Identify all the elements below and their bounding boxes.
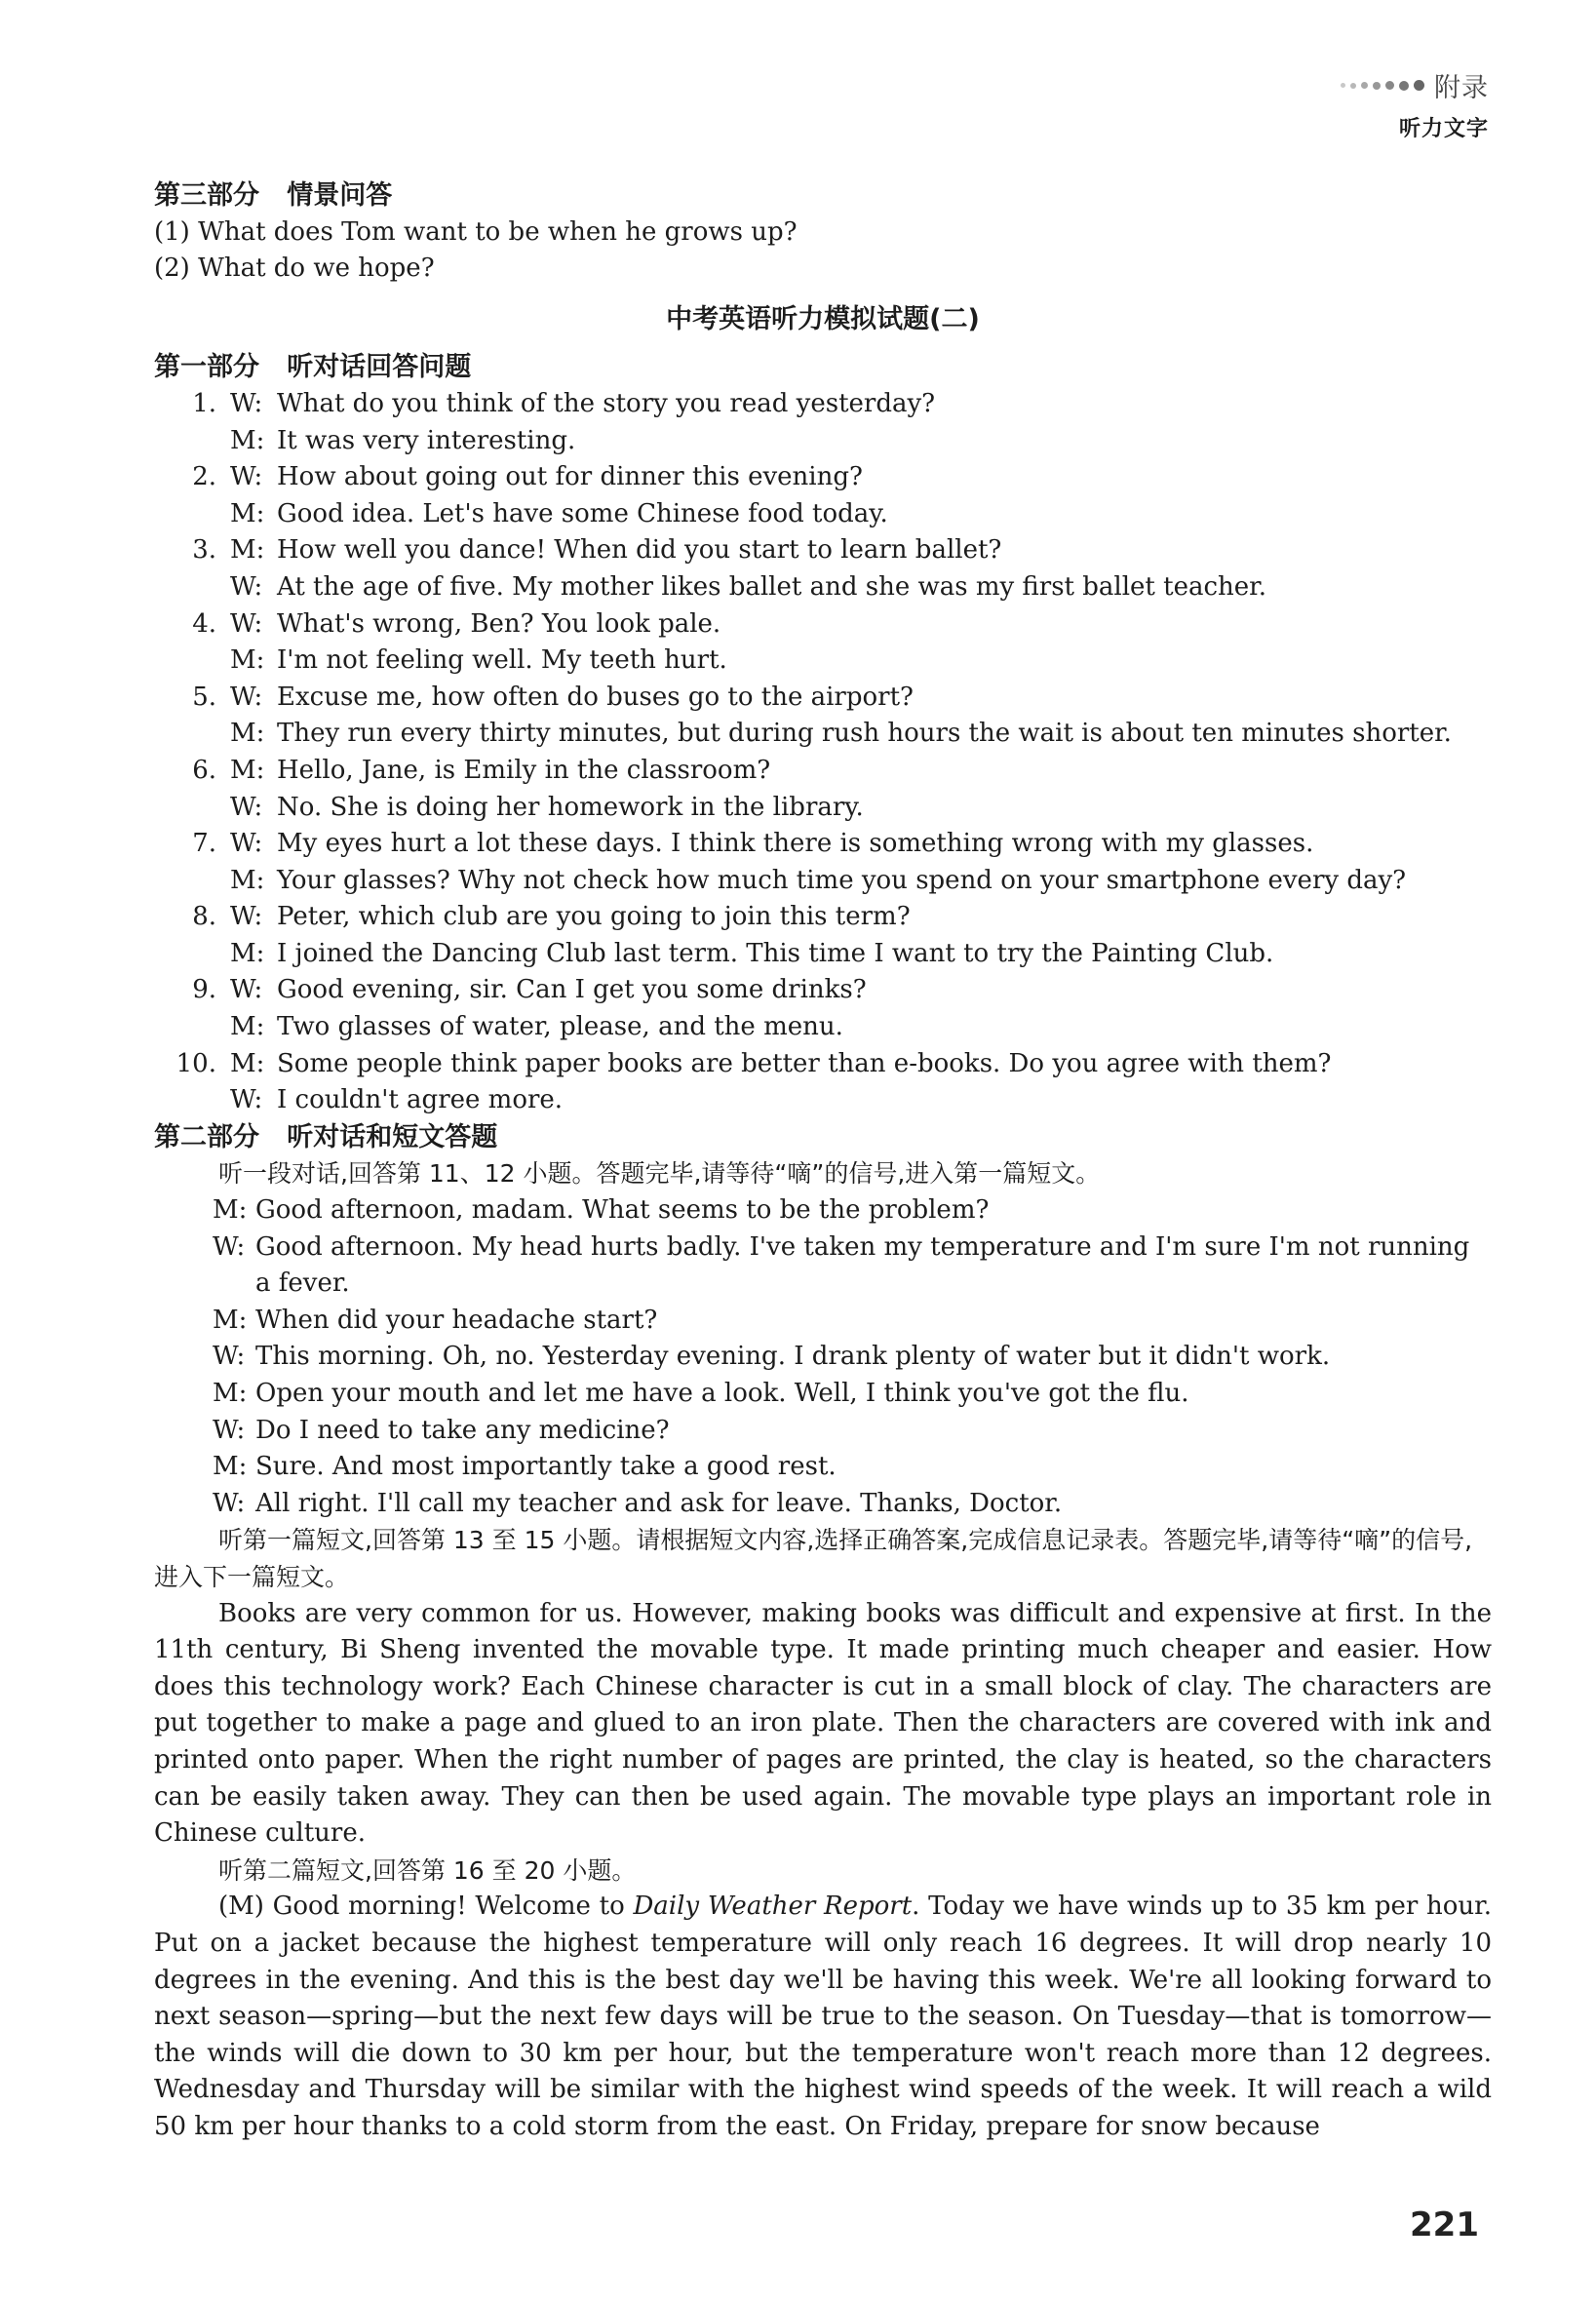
- utterance: Open your mouth and let me have a look. Well, I think you've got the flu.: [255, 1379, 1189, 1408]
- speaker-label: M:: [213, 1195, 248, 1226]
- utterance: What do you think of the story you read yesterday?: [277, 388, 936, 418]
- dialogue-line: [154, 532, 1492, 569]
- dialogue-line: [154, 1486, 1492, 1523]
- program-title: Daily Weather Report: [633, 1892, 913, 1922]
- speaker-label: W:: [230, 571, 263, 602]
- utterance: What's wrong, Ben? You look pale.: [277, 608, 721, 639]
- speaker-label: W:: [213, 1415, 246, 1445]
- speaker-label: W:: [230, 975, 263, 1005]
- dialogue-line: [154, 790, 1492, 827]
- utterance: Good idea. Let's have some Chinese food today.: [277, 498, 888, 528]
- item-number: 1.: [192, 388, 216, 418]
- utterance: It was very interesting.: [277, 425, 576, 455]
- item-number: [154, 936, 216, 973]
- dialogue-line: [154, 643, 1492, 680]
- dialogue-line: [154, 716, 1492, 753]
- dialogue-line: [154, 386, 1492, 423]
- speaker-label: M:: [230, 719, 265, 749]
- passage-paragraph: (M) Good morning! Welcome to Daily Weather Report. Today we have winds up to 35 km per hour. Put on a jacket because the highest temperature will only reach 16 degrees. It will drop nearly 10 degrees in the evening. And this is the best day we'll be having this week. We're all looking forward to next season—spring—but the next few days will be true to the season. On Tuesday—that is tomorrow—the winds will die down to 30 km per hour, but the temperature won't reach more than 12 degrees. Wednesday and Thursday will be similar with the highest wind speeds of the week. It will reach a wild 50 km per hour thanks to a cold storm from the east. On Friday, prepare for snow because: [154, 1892, 1492, 2141]
- page-number: 221: [1410, 2205, 1479, 2244]
- speaker-label: M:: [230, 865, 265, 895]
- speaker-label: M:: [230, 498, 265, 528]
- dialogue-line: [154, 936, 1492, 973]
- dialogue-line: [154, 459, 1492, 496]
- speaker-label: M:: [213, 1305, 248, 1335]
- dialogue-line: [154, 1046, 1492, 1083]
- utterance: Sure. And most importantly take a good rest.: [255, 1452, 837, 1482]
- item-number: [154, 643, 216, 680]
- dialogue-line: [154, 1413, 1492, 1450]
- utterance: I'm not feeling well. My teeth hurt.: [277, 645, 727, 676]
- utterance: Excuse me, how often do buses go to the airport?: [277, 682, 914, 712]
- decorative-dots-icon: [1341, 80, 1424, 91]
- utterance: Your glasses? Why not check how much time you spend on your smartphone every day?: [277, 865, 1407, 895]
- item-number: 2.: [192, 462, 216, 492]
- item-number: [154, 1009, 216, 1046]
- question-line: (2) What do we hope?: [154, 254, 435, 284]
- utterance: Hello, Jane, is Emily in the classroom?: [277, 755, 771, 785]
- dialogue-line: [154, 972, 1492, 1009]
- exam-title: 中考英语听力模拟试题(二): [666, 303, 980, 334]
- dialogue-line: [154, 1082, 1492, 1119]
- utterance: How about going out for dinner this evening?: [277, 462, 863, 492]
- item-number: [154, 569, 216, 606]
- utterance: Good evening, sir. Can I get you some drinks?: [277, 975, 867, 1005]
- dialogue-line: [154, 606, 1492, 644]
- utterance: When did your headache start?: [255, 1305, 658, 1335]
- section-heading: 第三部分 情景问答: [154, 180, 393, 211]
- item-number: [154, 863, 216, 900]
- question-line: (1) What does Tom want to be when he grows up?: [154, 216, 798, 247]
- speaker-label: W:: [213, 1488, 246, 1518]
- utterance: How well you dance! When did you start to learn ballet?: [277, 535, 1002, 566]
- item-number: [154, 790, 216, 827]
- speaker-label: W:: [213, 1231, 246, 1262]
- item-number: [154, 1082, 216, 1119]
- dialogue-line: [154, 1229, 1492, 1303]
- dialogue-line: [154, 1339, 1492, 1376]
- dialogue-line: [154, 1449, 1492, 1486]
- utterance: I couldn't agree more.: [277, 1085, 564, 1115]
- instruction: 听一段对话,回答第 11、12 小题。答题完毕,请等待“嘀”的信号,进入第一篇短文。: [218, 1159, 1101, 1189]
- speaker-label: W:: [230, 792, 263, 822]
- speaker-label: M:: [230, 755, 265, 785]
- dialogue-line: [154, 753, 1492, 790]
- speaker-label: M:: [230, 645, 265, 676]
- dialogue-line: [154, 1303, 1492, 1340]
- utterance: My eyes hurt a lot these days. I think there is something wrong with my glasses.: [277, 829, 1314, 859]
- section-heading: 第二部分 听对话和短文答题: [154, 1121, 498, 1152]
- dialogue-line: [154, 863, 1492, 900]
- utterance: Peter, which club are you going to join this term?: [277, 902, 911, 932]
- utterance: All right. I'll call my teacher and ask for leave. Thanks, Doctor.: [255, 1488, 1063, 1518]
- speaker-label: W:: [230, 462, 263, 492]
- item-number: [154, 716, 216, 753]
- header-subtitle: 听力文字: [1398, 117, 1489, 141]
- utterance: I joined the Dancing Club last term. This time I want to try the Painting Club.: [277, 938, 1274, 968]
- dialogue-line: [154, 899, 1492, 936]
- item-number: 3.: [192, 535, 216, 566]
- item-number: [154, 423, 216, 460]
- dialogue-block: [154, 1192, 1492, 1522]
- page-body: [154, 177, 1492, 2145]
- speaker-label: M:: [230, 535, 265, 566]
- item-number: 4.: [192, 608, 216, 639]
- utterance: They run every thirty minutes, but during rush hours the wait is about ten minutes shorter.: [277, 719, 1452, 749]
- item-number: 10.: [175, 1048, 216, 1078]
- speaker-label: M:: [213, 1379, 248, 1408]
- passage-paragraph: Books are very common for us. However, making books was difficult and expensive at first. In the 11th century, Bi Sheng invented the movable type. It made printing much cheaper and easier. How does this technology work? Each Chinese character is cut in a small block of clay. The characters are put together to make a page and glued to an iron plate. Then the characters are covered with ink and printed onto paper. When the right number of pages are printed, the clay is heated, so the characters can be easily taken away. They can then be used again. The movable type plays an important role in Chinese culture.: [154, 1598, 1492, 1849]
- item-number: 5.: [192, 682, 216, 712]
- dialogue-line: [154, 423, 1492, 460]
- speaker-label: W:: [230, 388, 263, 418]
- speaker-label: M:: [230, 1012, 265, 1042]
- dialogue-line: [154, 569, 1492, 606]
- speaker-label: M:: [230, 1048, 265, 1078]
- dialogue-line: [154, 1009, 1492, 1046]
- instruction: 听第一篇短文,回答第 13 至 15 小题。请根据短文内容,选择正确答案,完成信息记录表。答题完毕,请等待“嘀”的信号,进入下一篇短文。: [154, 1526, 1473, 1591]
- speaker-label: W:: [213, 1342, 246, 1372]
- header-section: 附录: [1434, 73, 1489, 103]
- item-number: 9.: [192, 975, 216, 1005]
- utterance: Some people think paper books are better than e-books. Do you agree with them?: [277, 1048, 1332, 1078]
- dialogue-list: [154, 386, 1492, 1119]
- utterance: This morning. Oh, no. Yesterday evening. I drank plenty of water but it didn't work.: [255, 1342, 1331, 1372]
- speaker-label: W:: [230, 902, 263, 932]
- dialogue-line: [154, 496, 1492, 533]
- speaker-label: W:: [230, 1085, 263, 1115]
- utterance: Good afternoon. My head hurts badly. I've taken my temperature and I'm sure I'm not running a fever.: [255, 1231, 1470, 1299]
- dialogue-line: [154, 826, 1492, 863]
- dialogue-line: [154, 1192, 1492, 1229]
- section-heading: 第一部分 听对话回答问题: [154, 352, 472, 383]
- speaker-label: M:: [213, 1452, 248, 1482]
- dialogue-line: [154, 1376, 1492, 1413]
- item-number: [154, 496, 216, 533]
- utterance: Do I need to take any medicine?: [255, 1415, 670, 1445]
- dialogue-line: [154, 680, 1492, 717]
- speaker-label: W:: [230, 682, 263, 712]
- item-number: 6.: [192, 755, 216, 785]
- utterance: Two glasses of water, please, and the menu.: [277, 1012, 843, 1042]
- instruction: 听第二篇短文,回答第 16 至 20 小题。: [218, 1855, 637, 1885]
- speaker-label: W:: [230, 829, 263, 859]
- page-header: [1341, 66, 1489, 142]
- item-number: 8.: [192, 902, 216, 932]
- speaker-label: M:: [230, 938, 265, 968]
- speaker-label: W:: [230, 608, 263, 639]
- utterance: At the age of five. My mother likes ballet and she was my first ballet teacher.: [277, 571, 1267, 602]
- item-number: 7.: [192, 829, 216, 859]
- speaker-label: M:: [230, 425, 265, 455]
- utterance: Good afternoon, madam. What seems to be the problem?: [255, 1195, 990, 1226]
- utterance: No. She is doing her homework in the library.: [277, 792, 864, 822]
